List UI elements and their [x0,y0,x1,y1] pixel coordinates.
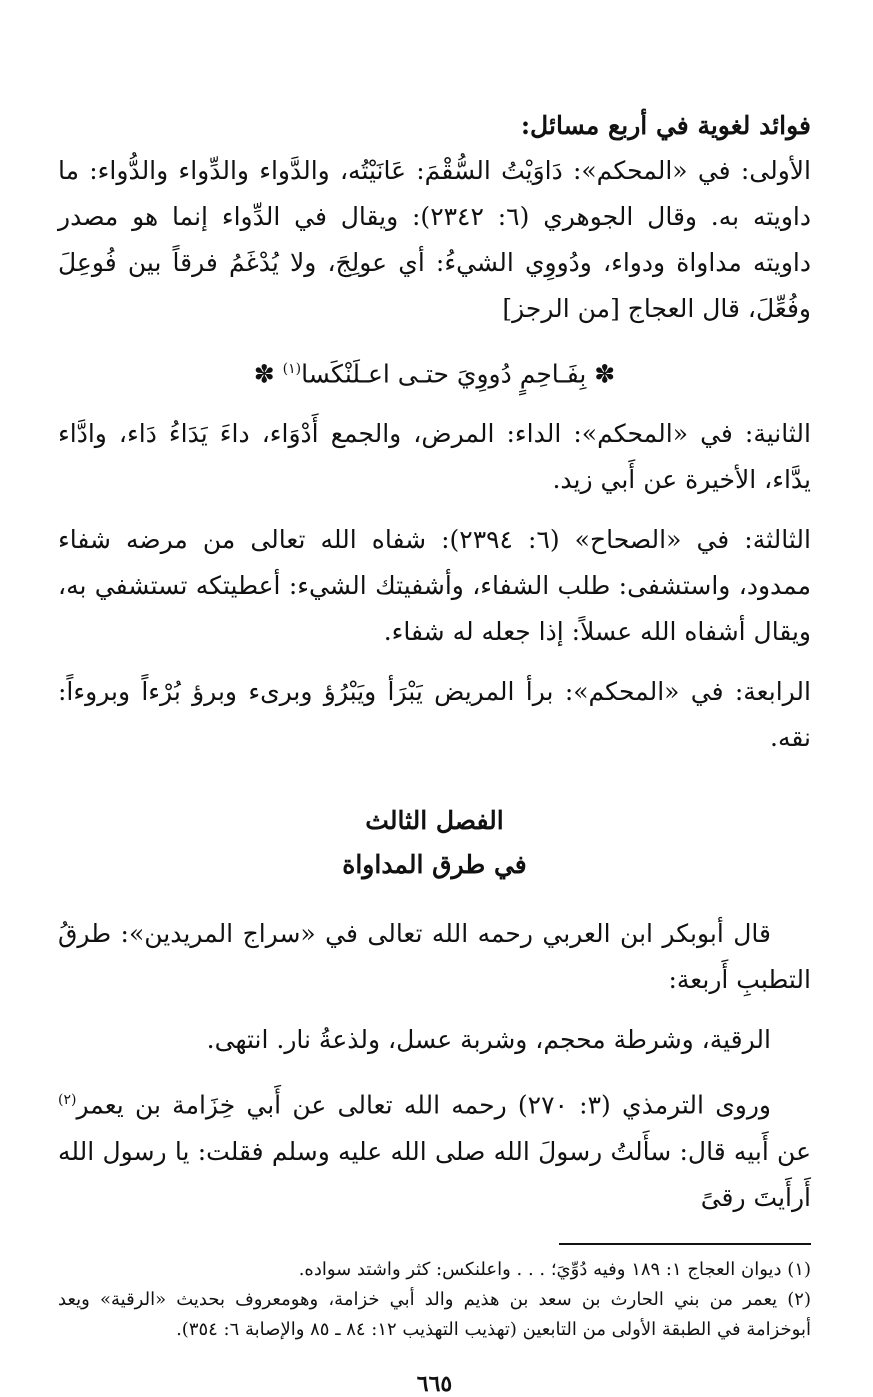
chapter-title: الفصل الثالث [365,806,504,836]
page-number: ٦٦٥ [416,1370,453,1397]
chapter-header [58,799,811,887]
narration-text-end: عن أَبيه قال: سأَلتُ رسولَ الله صلى الله عليه وسلم فقلت: يا رسول الله أَرأَيتَ رقىً [58,1136,811,1212]
footnote-divider [559,1243,811,1245]
paragraph-second-issue: الثانية: في «المحكم»: الداء: المرض، والجمع أَدْوَاء، داءَ يَدَاءُ دَاء، وادَّاء يدَّاء، الأخيرة عن أَبي زيد. [58,419,811,495]
paragraph-four-methods: الرقية، وشرطة محجم، وشربة عسل، ولذعةُ نار. انتهى. [206,1025,771,1055]
verse-text: ✽ بِفَـاحِمٍ دُووِيَ حتـى اعـلَنْكَسا [301,359,616,389]
footnote-1: (١) ديوان العجاج ١: ١٨٩ وفيه دُوِّيَ؛ . . . واعلنكس: كثر واشتد سواده. [298,1258,811,1280]
narration-text-start: وروى الترمذي (٣: ٢٧٠) رحمه الله تعالى عن أَبي خِزَامة بن يعمر [76,1090,771,1120]
paragraph-tirmidhi-narration [58,1077,811,1220]
paragraph-third-issue: الثالثة: في «الصحاح» (٦: ٢٣٩٤): شفاه الله تعالى من مرضه شفاء ممدود، واستشفى: طلب الشفاء، وأشفيتك الشيء: أعطيتكه تستشفي به، ويقال أشفاه الله عسلاً: إذا جعله له شفاء. [58,525,811,647]
poetry-verse [58,346,811,397]
chapter-subtitle: في طرق المداواة [342,850,527,880]
paragraph-fourth-issue: الرابعة: في «المحكم»: برأ المريض يَبْرَأ ويَبْرُؤ وبرىء وبرؤ بُرْءاً وبروءاً: نقه. [58,677,811,753]
paragraph-first-issue: الأولى: في «المحكم»: دَاوَيْتُ السُّقْمَ: عَانَيْتُه، والدَّواء والدِّواء والدُّواء: ما داويته به. وقال الجوهري (٦: ٢٣٤٢): ويقال في الدِّواء إنما هو مصدر داويته مداواة ودواء، ودُووِي الشيءُ: أي عولِجَ، ولا يُدْغَمُ فرقاً بين فُوعِلَ وفُعِّلَ، قال العجاج [من الرجز] [58,156,812,323]
section-heading: فوائد لغوية في أربع مسائل: [520,111,811,140]
paragraph-ibn-arabi-quote: قال أبوبكر ابن العربي رحمه الله تعالى في «سراج المريدين»: طرقُ التطببِ أَربعة: [58,919,811,995]
verse-end-mark: ✽ [253,359,275,389]
footnote-2: (٢) يعمر من بني الحارث بن سعد بن هذيم والد أبي خزامة، وهومعروف بحديث «الرقية» ويعد أبوخزامة في الطبقة الأولى من التابعين (تهذيب التهذيب ١٢: ٨٤ ـ ٨٥ والإصابة ٦: ٣٥٤). [58,1288,811,1340]
footnote-ref-1[interactable]: (١) [282,361,302,377]
footnote-ref-2[interactable]: (٢) [58,1092,77,1109]
